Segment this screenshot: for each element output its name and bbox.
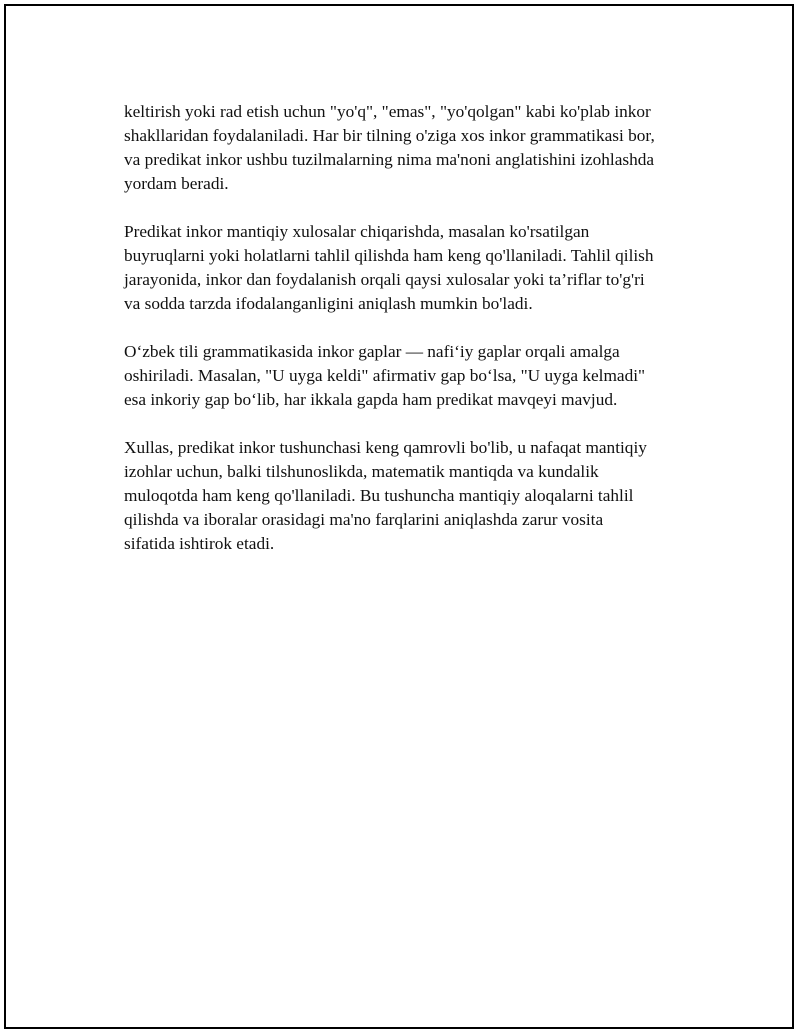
paragraph-3: O‘zbek tili grammatikasida inkor gaplar — nafi‘iy gaplar orqali amalga oshiriladi. Masalan, "U uyga keldi" afirmativ gap bo‘lsa, "U uyga kelmadi" esa inkoriy gap bo‘lib, har ikkala gapda ham predikat mavqeyi mavjud. xyxy=(124,342,646,409)
paragraph-4: Xullas, predikat inkor tushunchasi keng qamrovli bo'lib, u nafaqat mantiqiy izohlar uchun, balki tilshunoslikda, matematik mantiqda va kundalik muloqotda ham keng qo'llaniladi. Bu tushuncha mantiqiy aloqalarni tahlil qilishda va iboralar orasidagi ma'no farqlarini aniqlashda zarur vosita sifatida ishtirok etadi. xyxy=(124,438,647,553)
paragraph-2: Predikat inkor mantiqiy xulosalar chiqarishda, masalan ko'rsatilgan buyruqlarni yoki holatlarni tahlil qilishda ham keng qo'llaniladi. Tahlil qilish jarayonida, inkor dan foydalanish orqali qaysi xulosalar yoki ta’riflar to'g'ri va sodda tarzda ifodalanganligini aniqlash mumkin bo'ladi. xyxy=(124,222,654,313)
paragraph-1: keltirish yoki rad etish uchun "yo'q", "emas", "yo'qolgan" kabi ko'plab inkor shakllaridan foydalaniladi. Har bir tilning o'ziga xos inkor grammatikasi bor, va predikat inkor ushbu tuzilmalarning nima ma'noni anglatishini izohlashda yordam beradi. xyxy=(124,102,655,193)
document-body xyxy=(124,100,704,580)
page-frame xyxy=(4,4,794,1029)
